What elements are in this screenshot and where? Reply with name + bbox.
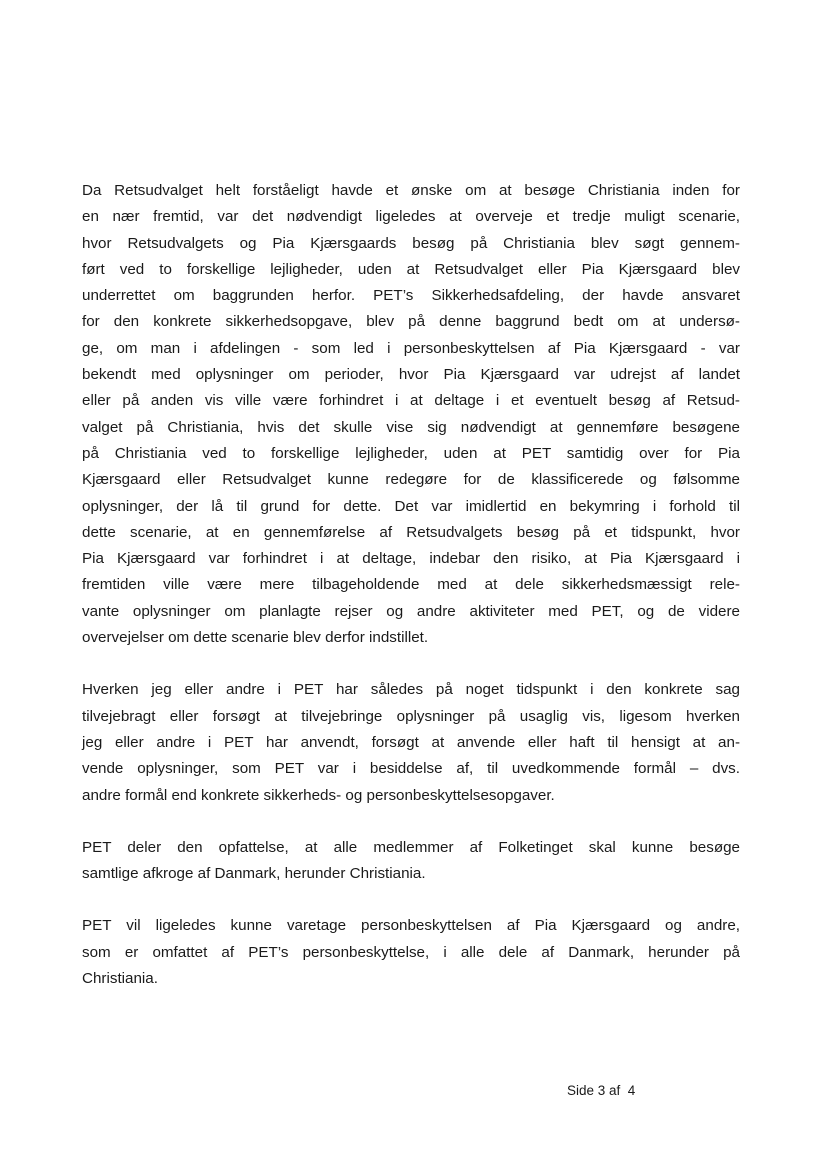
text-line: Pia Kjærsgaard var forhindret i at deltage, indebar den risiko, at Pia Kjærsgaard i bbox=[82, 550, 740, 568]
text-line: en nær fremtid, var det nødvendigt ligeledes at overveje et tredje muligt scenarie, bbox=[82, 208, 740, 226]
paragraph-1 bbox=[82, 178, 740, 651]
text-line: valget på Christiania, hvis det skulle vise sig nødvendigt at gennemføre besøgene bbox=[82, 418, 740, 436]
text-line: bekendt med oplysninger om perioder, hvor Pia Kjærsgaard var udrejst af landet bbox=[82, 366, 740, 384]
text-line: eller på anden vis ville være forhindret i at deltage i et eventuelt besøg af Retsud- bbox=[82, 392, 740, 410]
text-line: dette scenarie, at en gennemførelse af Retsudvalgets besøg på et tidspunkt, hvor bbox=[82, 523, 740, 541]
text-line: PET vil ligeledes kunne varetage personbeskyttelsen af Pia Kjærsgaard og andre, bbox=[82, 917, 740, 935]
text-line: Kjærsgaard eller Retsudvalget kunne redegøre for de klassificerede og følsomme bbox=[82, 471, 740, 489]
page-number: Side 3 af 4 bbox=[567, 1083, 636, 1098]
text-line: PET deler den opfattelse, at alle medlemmer af Folketinget skal kunne besøge bbox=[82, 838, 740, 856]
text-line: andre formål end konkrete sikkerheds- og personbeskyttelsesopgaver. bbox=[82, 786, 555, 804]
text-line: Christiania. bbox=[82, 970, 158, 988]
text-line: jeg eller andre i PET har anvendt, forsøgt at anvende eller haft til hensigt at an- bbox=[82, 733, 740, 751]
text-line: overvejelser om dette scenarie blev derfor indstillet. bbox=[82, 629, 429, 647]
text-line: Hverken jeg eller andre i PET har således på noget tidspunkt i den konkrete sag bbox=[82, 681, 740, 699]
text-line: underrettet om baggrunden herfor. PET’s Sikkerhedsafdeling, der havde ansvaret bbox=[82, 287, 740, 305]
text-line: vende oplysninger, som PET var i besiddelse af, til uvedkommende formål – dvs. bbox=[82, 760, 740, 778]
paragraph-2 bbox=[82, 677, 740, 808]
text-line: vante oplysninger om planlagte rejser og andre aktiviteter med PET, og de videre bbox=[82, 602, 740, 620]
text-line: samtlige afkroge af Danmark, herunder Christiania. bbox=[82, 865, 426, 883]
text-line: hvor Retsudvalgets og Pia Kjærsgaards besøg på Christiania blev søgt gennem- bbox=[82, 234, 740, 252]
text-line: tilvejebragt eller forsøgt at tilvejebringe oplysninger på usaglig vis, ligesom hverken bbox=[82, 707, 740, 725]
text-line: oplysninger, der lå til grund for dette. Det var imidlertid en bekymring i forhold til bbox=[82, 497, 740, 515]
text-line: ført ved to forskellige lejligheder, uden at Retsudvalget eller Pia Kjærsgaard blev bbox=[82, 260, 740, 278]
text-line: Da Retsudvalget helt forståeligt havde et ønske om at besøge Christiania inden for bbox=[82, 182, 740, 199]
text-line: for den konkrete sikkerhedsopgave, blev på denne baggrund bedt om at undersø- bbox=[82, 313, 740, 331]
text-line: ge, om man i afdelingen - som led i personbeskyttelsen af Pia Kjærsgaard - var bbox=[82, 339, 740, 357]
paragraph-4 bbox=[82, 913, 740, 992]
text-line: fremtiden ville være mere tilbageholdende med at dele sikkerhedsmæssigt rele- bbox=[82, 576, 740, 594]
document-body bbox=[82, 178, 740, 992]
text-line: på Christiania ved to forskellige lejligheder, uden at PET samtidig over for Pia bbox=[82, 444, 740, 462]
paragraph-3 bbox=[82, 835, 740, 888]
text-line: som er omfattet af PET’s personbeskyttelse, i alle dele af Danmark, herunder på bbox=[82, 943, 740, 961]
